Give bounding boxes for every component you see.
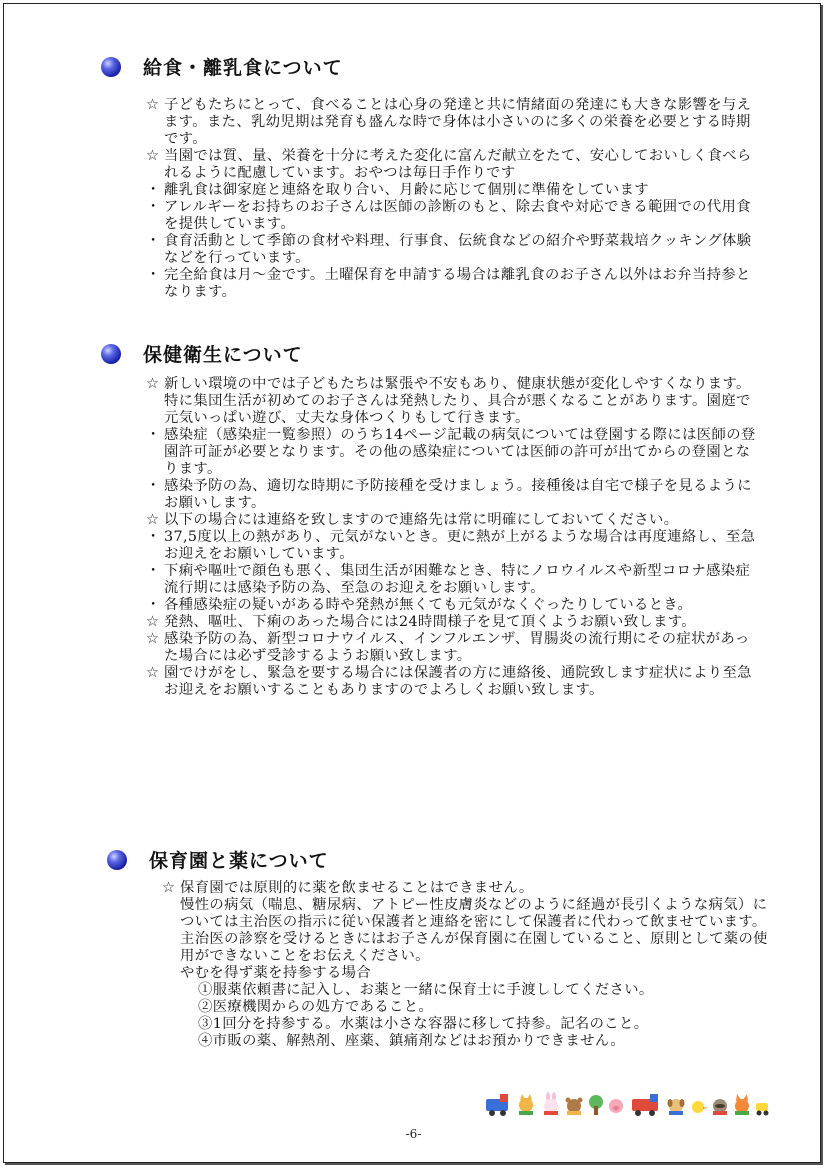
list-item: ・ 感染症（感染症一覧参照）のうち14ページ記載の病気については登園する際には医師の登園許可証が必要となります。その他の感染症については医師の許可が出てからの登園となります。 bbox=[146, 427, 756, 477]
section-heading-meals bbox=[101, 53, 343, 80]
section-heading-medicine bbox=[107, 846, 329, 873]
list-item: ☆ 発熱、嘔吐、下痢のあった場合には24時間様子を見て頂くようお願い致します。 bbox=[146, 614, 697, 630]
list-item: ☆ 子どもたちにとって、食べることは心身の発達と共に情緒面の発達にも大きな影響を与えます。また、乳幼児期は発育も盛んな時で身体は小さいのに多くの栄養を必要とする時期です。 bbox=[146, 97, 752, 147]
step-item: ①服薬依頼書に記入し、お薬と一緒に保育士に手渡ししてください。 bbox=[198, 982, 654, 998]
heading-bullet-icon bbox=[101, 57, 121, 77]
list-item: ☆ 感染予防の為、新型コロナウイルス、インフルエンザ、胃腸炎の流行期にその症状があった場合には必ず受診するようお願い致します。 bbox=[146, 631, 750, 664]
section-body-meals bbox=[146, 97, 758, 301]
section-title: 給食・離乳食について bbox=[143, 57, 343, 79]
heading-bullet-icon bbox=[107, 850, 127, 870]
list-item: ☆ 新しい環境の中では子どもたちは緊張や不安もあり、健康状態が変化しやすくなります。特に集団生活が初めてのお子さんは発熱したり、具合が悪くなることがあります。園庭で元気いっぱい遊び、丈夫な身体つくりもして行きます。 bbox=[146, 376, 751, 426]
list-item: ・ 完全給食は月～金です。土曜保育を申請する場合は離乳食のお子さん以外はお弁当持参となります。 bbox=[146, 267, 751, 300]
lead-text: ☆ 保育園では原則的に薬を飲ませることはできません。 bbox=[162, 880, 534, 896]
animal-train-icon bbox=[484, 1091, 772, 1117]
step-item: ④市販の薬、解熱剤、座薬、鎮痛剤などはお預かりできません。 bbox=[198, 1033, 626, 1049]
decorative-parade-icon bbox=[484, 1091, 772, 1117]
list-item: ☆ 以下の場合には連絡を致しますので連絡先は常に明確にしておいてください。 bbox=[146, 512, 679, 528]
paragraph: やむを得ず薬を持参する場合 bbox=[180, 965, 372, 981]
step-item: ②医療機関からの処方であること。 bbox=[198, 999, 434, 1015]
section-title: 保健衛生について bbox=[143, 344, 303, 366]
list-item: ・ 下痢や嘔吐で顔色も悪く、集団生活が困難なとき、特にノロウイルスや新型コロナ感染症流行期には感染予防の為、至急のお迎えをお願いします。 bbox=[146, 563, 751, 596]
paragraph: 慢性の病気（喘息、糖尿病、アトピー性皮膚炎などのように経過が長引くような病気）については主治医の指示に従い保護者と連絡を密にして保護者に代わって飲ませています。 bbox=[180, 897, 768, 930]
list-item: ・ 感染予防の為、適切な時期に予防接種を受けましょう。接種後は自宅で様子を見るようにお願いします。 bbox=[146, 478, 752, 511]
list-item: ・ 離乳食は御家庭と連絡を取り合い、月齢に応じて個別に準備をしています bbox=[146, 182, 649, 198]
paragraph: 主治医の診察を受けるときにはお子さんが保育園に在園していること、原則として薬の使用ができないことをお伝えください。 bbox=[180, 931, 768, 964]
list-item: ・ 食育活動として季節の食材や料理、行事食、伝統食などの紹介や野菜栽培クッキング体験などを行っています。 bbox=[146, 233, 752, 266]
list-item: ・ 各種感染症の疑いがある時や発熱が無くても元気がなくぐったりしているとき。 bbox=[146, 597, 693, 613]
list-item: ・ 37,5度以上の熱があり、元気がないとき。更に熱が上がるような場合は再度連絡し、至急お迎えをお願いしています。 bbox=[146, 529, 756, 562]
list-item: ☆ 当園では質、量、栄養を十分に考えた変化に富んだ献立をたて、安心しておいしく食べられるように配慮しています。おやつは毎日手作りです bbox=[146, 148, 752, 181]
heading-bullet-icon bbox=[101, 344, 121, 364]
step-item: ③1回分を持参する。水薬は小さな容器に移して持参。記名のこと。 bbox=[198, 1016, 649, 1032]
section-title: 保育園と薬について bbox=[149, 850, 329, 872]
list-item: ☆ 園でけがをし、緊急を要する場合には保護者の方に連絡後、通院致します症状により至急お迎えをお願いすることもありますのでよろしくお願い致します。 bbox=[146, 665, 752, 698]
section-body-medicine bbox=[162, 880, 774, 1050]
section-body-health bbox=[146, 376, 758, 699]
page-number: -6- bbox=[405, 1127, 422, 1141]
list-item: ・ アレルギーをお持ちのお子さんは医師の診断のもと、除去食や対応できる範囲での代用食を提供しています。 bbox=[146, 199, 751, 232]
section-heading-health bbox=[101, 340, 303, 367]
